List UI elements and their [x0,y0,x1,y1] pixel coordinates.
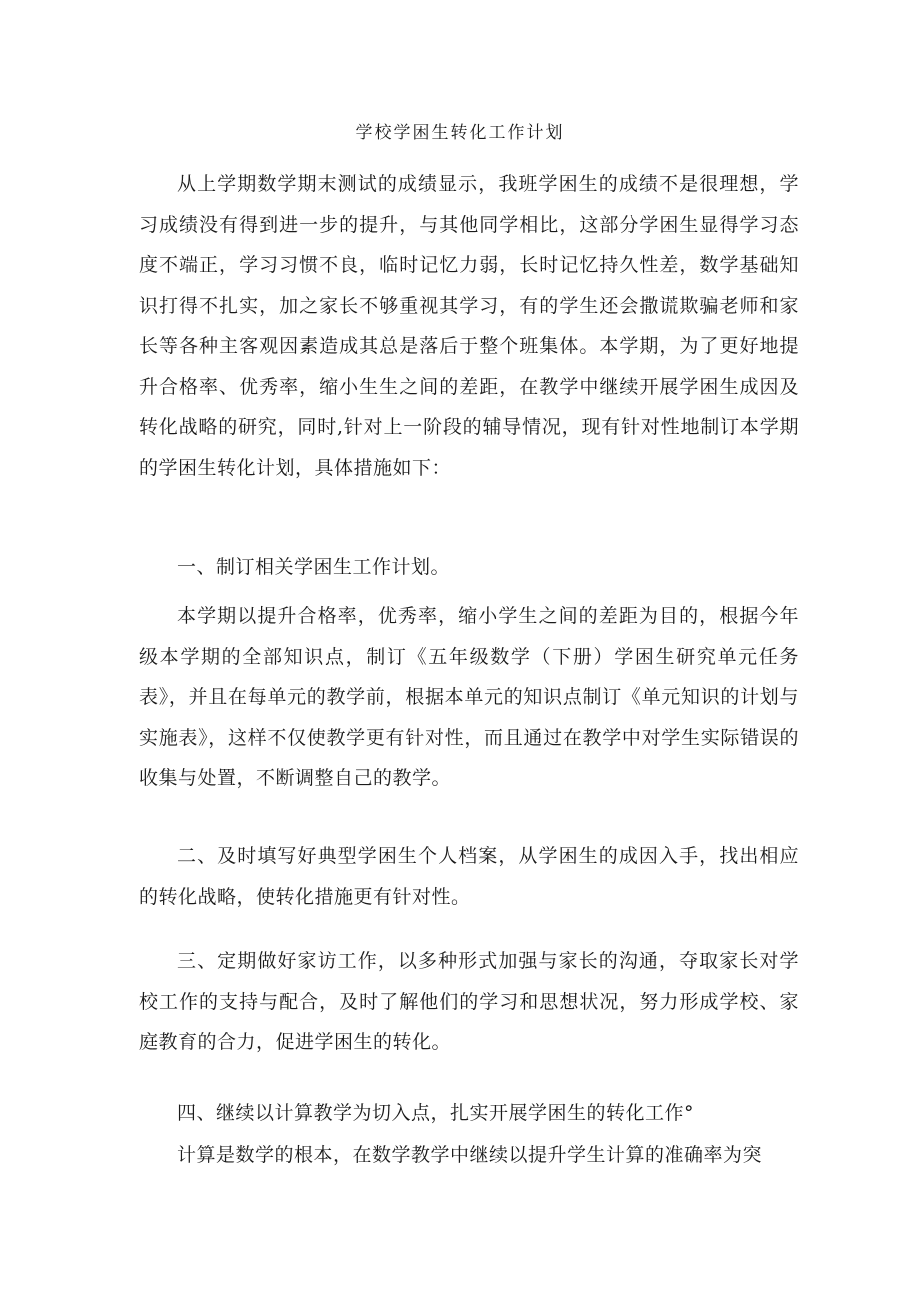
section-4-paragraph: 计算是数学的根本，在数学教学中继续以提升学生计算的准确率为突 [177,1144,763,1166]
intro-paragraph: 从上学期数学期末测试的成绩显示，我班学困生的成绩不是很理想，学习成绩没有得到进一步的提升，与其他同学相比，这部分学困生显得学习态度不端正，学习习惯不良，临时记忆力弱，长时记忆持久性差，数学基础知识打得不扎实，加之家长不够重视其学习，有的学生还会撒谎欺骗老师和家长等各种主客观因素造成其总是落后于整个班集体。本学期，为了更好地提升合格率、优秀率，缩小生生之间的差距，在教学中继续开展学困生成因及转化战略的研究，同时,针对上一阶段的辅导情况，现有针对性地制订本学期的学困生转化计划，具体措施如下： [139,173,799,479]
section-1-paragraph: 本学期以提升合格率，优秀率，缩小学生之间的差距为目的，根据今年级本学期的全部知识点，制订《五年级数学（下册）学困生研究单元任务表》，并且在每单元的教学前，根据本单元的知识点制订《单元知识的计划与实施表》，这样不仅使教学更有针对性，而且通过在教学中对学生实际错误的收集与处置，不断调整自己的教学。 [139,605,799,789]
section-2-paragraph: 二、及时填写好典型学困生个人档案，从学困生的成因入手，找出相应的转化战略，使转化措施更有针对性。 [139,845,799,908]
section-3-paragraph: 三、定期做好家访工作，以多种形式加强与家长的沟通，夺取家长对学校工作的支持与配合，及时了解他们的学习和思想状况，努力形成学校、家庭教育的合力，促进学困生的转化。 [139,950,799,1053]
section-1-heading: 一、制订相关学困生工作计划。 [177,556,451,578]
document-title: 学校学困生转化工作计划 [355,123,565,143]
section-4-heading: 四、继续以计算教学为切入点，扎实开展学困生的转化工作° [177,1102,695,1124]
